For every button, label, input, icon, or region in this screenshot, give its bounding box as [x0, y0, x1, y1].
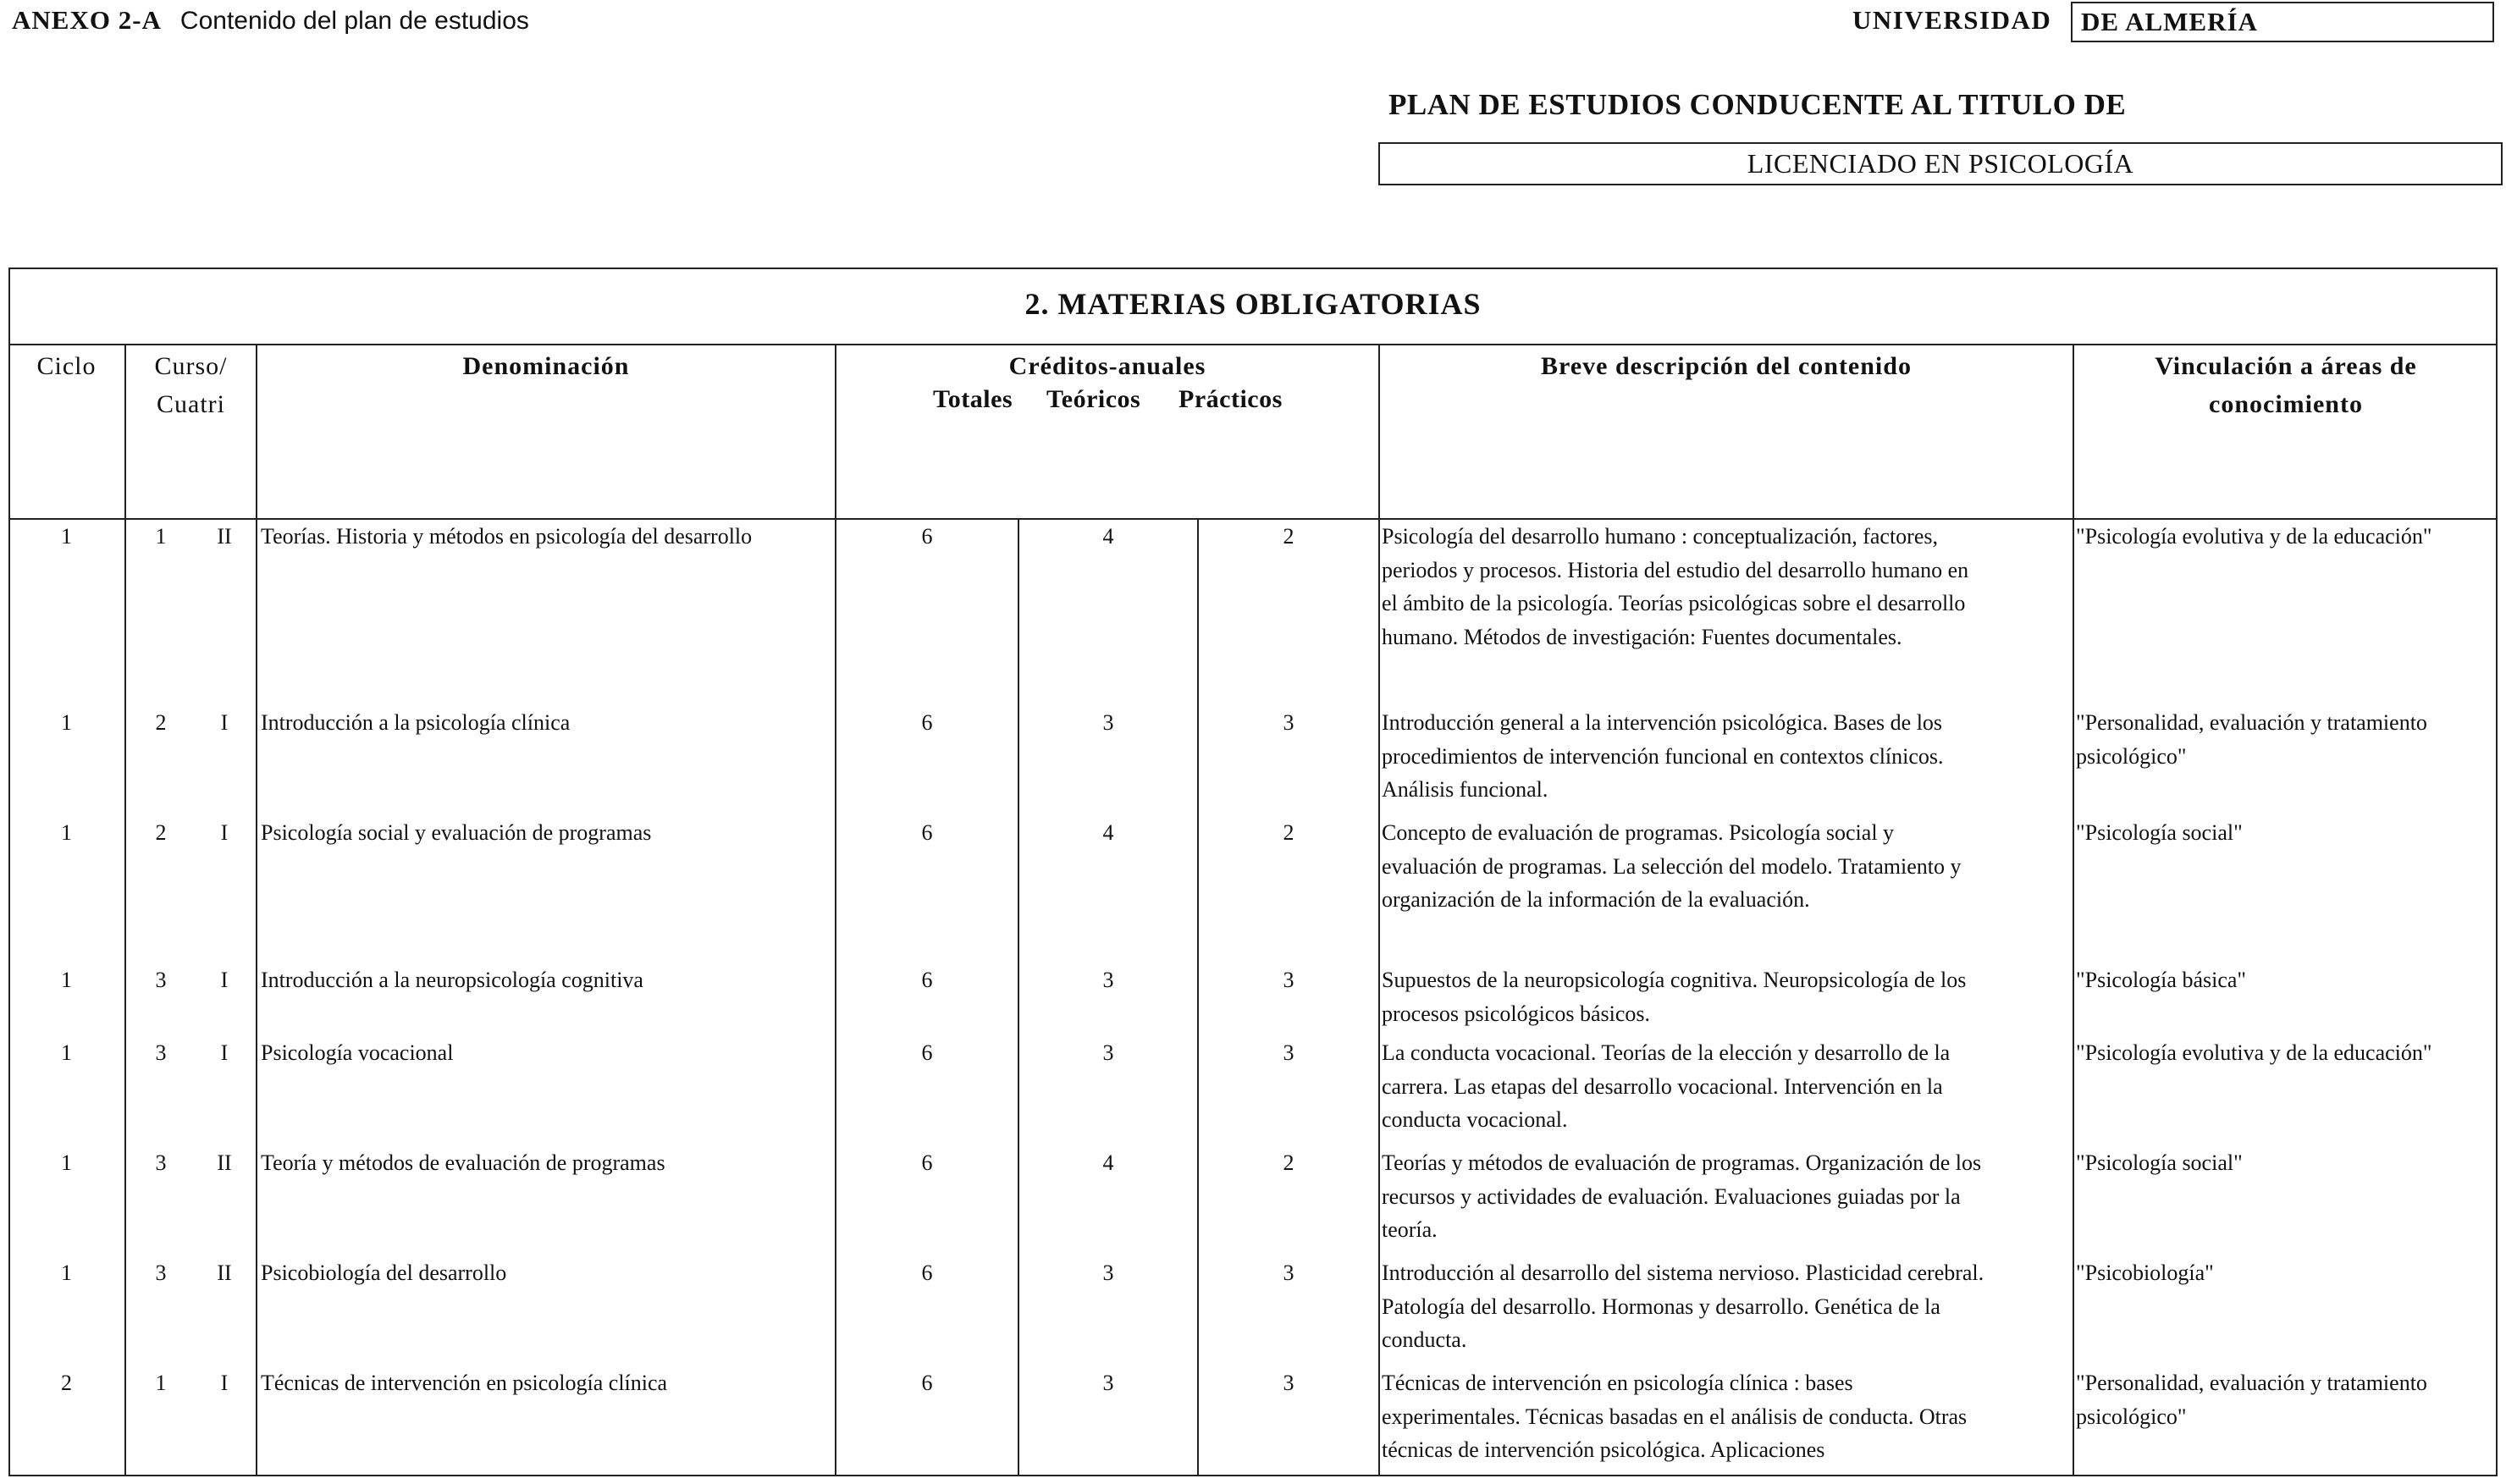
row-descripcion-line: Psicología del desarrollo humano : conceptualización, factores, [1382, 524, 1938, 549]
row-teoricos: 3 [1102, 1371, 1114, 1395]
row-descripcion-line: La conducta vocacional. Teorías de la elección y desarrollo de la [1382, 1040, 1951, 1065]
row-curso: 1 [155, 1371, 167, 1395]
row-vinculacion-line: "Personalidad, evaluación y tratamiento [2076, 1371, 2427, 1395]
row-descripcion-line: Supuestos de la neuropsicología cognitiva. Neuropsicología de los [1382, 968, 1967, 992]
row-descripcion-line: el ámbito de la psicología. Teorías psicológicas sobre el desarrollo [1382, 591, 1966, 615]
row-denominacion: Introducción a la neuropsicología cognitiva [261, 968, 643, 992]
credits-subdivider [1018, 518, 1019, 1476]
col-teoricos: Teóricos [1046, 385, 1141, 413]
row-vinculacion [2076, 706, 2496, 774]
row-descripcion-line: técnicas de intervención psicológica. Aplicaciones [1382, 1437, 1825, 1462]
row-vinculacion-line: psicológico" [2076, 744, 2187, 769]
col-divider [835, 345, 836, 1476]
row-denominacion: Teorías. Historia y métodos en psicología del desarrollo [261, 524, 753, 549]
row-teoricos: 3 [1102, 1261, 1114, 1285]
row-curso: 3 [155, 1150, 167, 1175]
row-ciclo: 1 [61, 1150, 72, 1175]
row-vinculacion [2076, 1036, 2496, 1070]
university-name-box: DE ALMERÍA [2071, 2, 2494, 42]
row-practicos: 3 [1283, 1040, 1294, 1065]
row-ciclo: 1 [61, 710, 72, 735]
col-vinculacion-line1: Vinculación a áreas de [2155, 352, 2417, 380]
row-teoricos: 4 [1102, 820, 1114, 845]
row-descripcion-line: teoría. [1382, 1217, 1438, 1242]
row-totales: 6 [921, 1371, 933, 1395]
row-descripcion-line: Análisis funcional. [1382, 777, 1548, 802]
col-divider [256, 345, 257, 1476]
row-vinculacion-line: "Psicología evolutiva y de la educación" [2076, 524, 2432, 549]
col-denominacion: Denominación [462, 352, 630, 380]
row-ciclo: 1 [61, 820, 72, 845]
row-cuatri: I [220, 968, 229, 992]
row-ciclo: 1 [61, 968, 72, 992]
row-vinculacion [2076, 963, 2496, 997]
row-practicos: 2 [1283, 1150, 1294, 1175]
row-descripcion [1382, 706, 2071, 807]
row-descripcion [1382, 1036, 2071, 1137]
row-cuatri: II [217, 524, 232, 549]
section-title: 2. MATERIAS OBLIGATORIAS [8, 268, 2498, 345]
row-practicos: 3 [1283, 1261, 1294, 1285]
row-descripcion-line: experimentales. Técnicas basadas en el análisis de conducta. Otras [1382, 1404, 1968, 1429]
row-vinculacion-line: "Psicología social" [2076, 820, 2243, 845]
col-vinculacion [2074, 347, 2498, 423]
row-vinculacion-line: "Psicología básica" [2076, 968, 2247, 992]
row-descripcion-line: conducta vocacional. [1382, 1107, 1568, 1132]
row-practicos: 2 [1283, 524, 1294, 549]
row-descripcion-line: recursos y actividades de evaluación. Evaluaciones guiadas por la [1382, 1183, 1961, 1209]
col-curso-line1: Curso/ [154, 352, 228, 380]
row-denominacion: Psicobiología del desarrollo [261, 1261, 507, 1285]
row-vinculacion [2076, 1146, 2496, 1180]
col-divider [2073, 345, 2074, 1476]
col-ciclo: Ciclo [36, 352, 97, 380]
row-ciclo: 1 [61, 1261, 72, 1285]
row-totales: 6 [921, 968, 933, 992]
row-descripcion [1382, 520, 2071, 654]
row-vinculacion [2076, 1366, 2496, 1434]
row-descripcion-line: Teorías y métodos de evaluación de programas. Organización de los [1382, 1150, 1982, 1175]
row-ciclo: 2 [61, 1371, 72, 1395]
row-teoricos: 3 [1102, 1040, 1114, 1065]
row-vinculacion [2076, 1256, 2496, 1290]
row-denominacion: Psicología social y evaluación de programas [261, 820, 652, 845]
annex-subtitle: Contenido del plan de estudios [179, 7, 529, 35]
row-descripcion-line: carrera. Las etapas del desarrollo vocacional. Intervención en la [1382, 1073, 1943, 1099]
col-curso [126, 347, 256, 423]
col-divider [1378, 345, 1380, 1476]
row-practicos: 3 [1283, 968, 1294, 992]
subjects-table [8, 268, 2498, 1476]
row-practicos: 3 [1283, 1371, 1294, 1395]
row-cuatri: II [217, 1150, 232, 1175]
row-totales: 6 [921, 820, 933, 845]
row-totales: 6 [921, 1150, 933, 1175]
row-descripcion-line: procesos psicológicos básicos. [1382, 1001, 1651, 1026]
row-vinculacion-line: "Personalidad, evaluación y tratamiento [2076, 710, 2427, 735]
row-denominacion: Introducción a la psicología clínica [261, 710, 571, 735]
row-vinculacion-line: "Psicobiología" [2076, 1261, 2214, 1285]
row-curso: 3 [155, 1261, 167, 1285]
annex-code: ANEXO 2-A [12, 5, 162, 35]
col-vinculacion-line2: conocimiento [2209, 390, 2363, 418]
col-curso-line2: Cuatri [157, 390, 225, 418]
row-denominacion: Psicología vocacional [261, 1040, 454, 1065]
row-descripcion-line: organización de la información de la evaluación. [1382, 887, 1810, 912]
row-cuatri: II [217, 1261, 232, 1285]
col-totales: Totales [933, 385, 1013, 413]
row-totales: 6 [921, 710, 933, 735]
row-totales: 6 [921, 524, 933, 549]
row-curso: 1 [155, 524, 167, 549]
row-denominacion: Técnicas de intervención en psicología clínica [261, 1371, 668, 1395]
row-descripcion-line: Patología del desarrollo. Hormonas y desarrollo. Genética de la [1382, 1294, 1940, 1319]
row-descripcion [1382, 1366, 2071, 1467]
row-descripcion-line: evaluación de programas. La selección del modelo. Tratamiento y [1382, 853, 1962, 879]
row-cuatri: I [220, 1371, 229, 1395]
row-totales: 6 [921, 1261, 933, 1285]
credits-subdivider [1197, 518, 1199, 1476]
row-vinculacion [2076, 816, 2496, 850]
annex-header [12, 5, 529, 36]
row-descripcion-line: procedimientos de intervención funcional en contextos clínicos. [1382, 743, 1944, 769]
row-descripcion-line: periodos y procesos. Historia del estudio del desarrollo humano en [1382, 557, 1969, 582]
university-label: UNIVERSIDAD [1852, 5, 2052, 35]
row-cuatri: I [220, 710, 229, 735]
row-denominacion: Teoría y métodos de evaluación de programas [261, 1150, 665, 1175]
row-descripcion [1382, 1256, 2071, 1357]
row-descripcion-line: Técnicas de intervención en psicología clínica : bases [1382, 1371, 1853, 1395]
col-divider [124, 345, 126, 1476]
col-descripcion: Breve descripción del contenido [1541, 352, 1912, 380]
row-practicos: 2 [1283, 820, 1294, 845]
row-curso: 3 [155, 968, 167, 992]
col-creditos: Créditos-anuales [1008, 352, 1206, 380]
row-vinculacion [2076, 520, 2496, 554]
row-descripcion [1382, 963, 2071, 1030]
col-practicos: Prácticos [1178, 385, 1283, 413]
row-descripcion-line: Concepto de evaluación de programas. Psicología social y [1382, 820, 1895, 845]
row-descripcion [1382, 1146, 2071, 1247]
row-descripcion-line: Introducción al desarrollo del sistema nervioso. Plasticidad cerebral. [1382, 1261, 1984, 1285]
row-totales: 6 [921, 1040, 933, 1065]
row-ciclo: 1 [61, 1040, 72, 1065]
row-vinculacion-line: "Psicología social" [2076, 1150, 2243, 1175]
plan-title: PLAN DE ESTUDIOS CONDUCENTE AL TITULO DE [1388, 88, 2127, 121]
row-teoricos: 3 [1102, 710, 1114, 735]
row-practicos: 3 [1283, 710, 1294, 735]
degree-box: LICENCIADO EN PSICOLOGÍA [1378, 142, 2503, 185]
row-cuatri: I [220, 820, 229, 845]
row-cuatri: I [220, 1040, 229, 1065]
row-curso: 2 [155, 710, 167, 735]
row-teoricos: 3 [1102, 968, 1114, 992]
row-descripcion [1382, 816, 2071, 917]
row-curso: 3 [155, 1040, 167, 1065]
row-descripcion-line: conducta. [1382, 1327, 1467, 1352]
row-descripcion-line: Introducción general a la intervención psicológica. Bases de los [1382, 710, 1943, 735]
row-curso: 2 [155, 820, 167, 845]
row-ciclo: 1 [61, 524, 72, 549]
row-teoricos: 4 [1102, 1150, 1114, 1175]
row-teoricos: 4 [1102, 524, 1114, 549]
row-vinculacion-line: "Psicología evolutiva y de la educación" [2076, 1040, 2432, 1065]
row-vinculacion-line: psicológico" [2076, 1404, 2187, 1429]
row-descripcion-line: humano. Métodos de investigación: Fuentes documentales. [1382, 624, 1902, 649]
